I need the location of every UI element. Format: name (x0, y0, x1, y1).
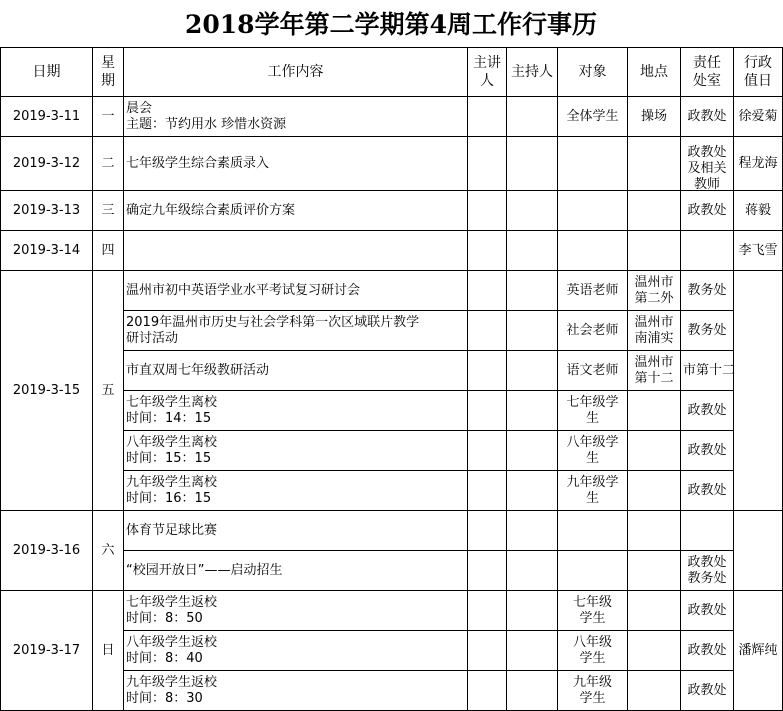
speaker-cell[interactable] (468, 671, 507, 711)
audience-cell[interactable] (558, 431, 628, 471)
content-cell[interactable] (124, 351, 468, 391)
dept-cell[interactable] (681, 431, 734, 471)
dept-cell-text: 市第十二 (683, 362, 736, 378)
duty-cell[interactable] (734, 511, 783, 591)
dept-cell[interactable] (681, 137, 734, 191)
table-row (1, 511, 783, 551)
location-cell-text: 温州市 第十二 (634, 354, 674, 386)
location-cell[interactable] (628, 311, 681, 351)
weekday-cell[interactable] (93, 271, 124, 511)
host-cell[interactable] (507, 97, 558, 137)
weekday-cell[interactable] (93, 191, 124, 231)
audience-cell-text: 七年级 学生 (572, 594, 612, 626)
location-cell[interactable] (628, 631, 681, 671)
speaker-cell[interactable] (468, 431, 507, 471)
speaker-cell[interactable] (468, 231, 507, 271)
duty-cell-text: 蒋毅 (744, 202, 771, 218)
speaker-cell[interactable] (468, 191, 507, 231)
dept-cell-text: 政教处 (687, 482, 727, 498)
host-cell[interactable] (507, 431, 558, 471)
duty-cell[interactable] (734, 191, 783, 231)
speaker-cell[interactable] (468, 631, 507, 671)
dept-cell[interactable] (681, 391, 734, 431)
content-cell-text: 九年级学生返校 时间：8：30 (126, 674, 218, 706)
dept-cell[interactable] (681, 591, 734, 631)
location-cell[interactable] (628, 351, 681, 391)
dept-cell-text: 政教处 (687, 442, 727, 458)
date-cell[interactable] (1, 191, 93, 231)
audience-cell[interactable] (558, 631, 628, 671)
audience-cell[interactable] (558, 271, 628, 311)
date-cell[interactable] (1, 97, 93, 137)
date-cell[interactable] (1, 231, 93, 271)
header-audience: 对象 (558, 48, 628, 97)
dept-cell-text: 政教处 教务处 (687, 554, 727, 586)
audience-cell[interactable] (558, 511, 628, 551)
audience-cell-text: 七年级学 生 (566, 394, 619, 426)
dept-cell[interactable] (681, 97, 734, 137)
content-cell-text: 温州市初中英语学业水平考试复习研讨会 (126, 282, 361, 298)
audience-cell-text: 八年级学 生 (566, 434, 619, 466)
host-cell[interactable] (507, 231, 558, 271)
audience-cell-text: 语文老师 (566, 362, 619, 378)
location-cell[interactable] (628, 591, 681, 631)
speaker-cell[interactable] (468, 511, 507, 551)
audience-cell[interactable] (558, 351, 628, 391)
location-cell[interactable] (628, 551, 681, 591)
schedule-body (1, 97, 783, 711)
host-cell[interactable] (507, 631, 558, 671)
content-cell-text: 九年级学生离校 时间：16：15 (126, 474, 218, 506)
location-cell[interactable] (628, 191, 681, 231)
audience-cell-text: 八年级 学生 (572, 634, 612, 666)
content-cell[interactable] (124, 137, 468, 191)
date-cell-text: 2019-3-15 (12, 382, 81, 398)
weekday-cell[interactable] (93, 511, 124, 591)
content-cell-text: 体育节足球比赛 (126, 522, 218, 538)
host-cell[interactable] (507, 137, 558, 191)
audience-cell[interactable] (558, 671, 628, 711)
table-row (1, 591, 783, 631)
dept-cell[interactable] (681, 631, 734, 671)
speaker-cell[interactable] (468, 271, 507, 311)
dept-cell-text: 政教处 及相关 教师 (687, 144, 727, 192)
header-date: 日期 (1, 48, 93, 97)
speaker-cell[interactable] (468, 97, 507, 137)
content-cell-text: 确定九年级综合素质评价方案 (126, 202, 296, 218)
speaker-cell[interactable] (468, 471, 507, 511)
speaker-cell[interactable] (468, 591, 507, 631)
table-row (1, 191, 783, 231)
sheet-title: 2018学年第二学期第4周工作行事历 (0, 0, 782, 48)
weekday-cell[interactable] (93, 97, 124, 137)
date-cell-text: 2019-3-12 (12, 155, 81, 171)
duty-cell-text: 徐爱菊 (738, 108, 778, 124)
audience-cell-text: 英语老师 (566, 282, 619, 298)
location-cell[interactable] (628, 231, 681, 271)
content-cell[interactable] (124, 591, 468, 631)
weekday-cell-text: 四 (101, 242, 115, 258)
dept-cell[interactable] (681, 191, 734, 231)
content-cell[interactable] (124, 471, 468, 511)
speaker-cell[interactable] (468, 311, 507, 351)
content-cell[interactable] (124, 311, 468, 351)
dept-cell[interactable] (681, 231, 734, 271)
speaker-cell[interactable] (468, 351, 507, 391)
content-cell[interactable] (124, 671, 468, 711)
dept-cell-text: 政教处 (687, 108, 727, 124)
content-cell[interactable] (124, 231, 468, 271)
date-cell-text: 2019-3-16 (12, 542, 81, 558)
table-row (1, 137, 783, 191)
audience-cell[interactable] (558, 391, 628, 431)
weekday-cell-text: 日 (101, 642, 115, 658)
dept-cell-text: 教务处 (687, 322, 727, 338)
audience-cell[interactable] (558, 311, 628, 351)
table-row (1, 271, 783, 311)
weekday-cell[interactable] (93, 137, 124, 191)
host-cell[interactable] (507, 671, 558, 711)
host-cell[interactable] (507, 471, 558, 511)
date-cell[interactable] (1, 511, 93, 591)
header-dept-label: 责任处室 (693, 55, 721, 89)
content-cell[interactable] (124, 551, 468, 591)
audience-cell-text: 九年级学 生 (566, 474, 619, 506)
dept-cell[interactable] (681, 511, 734, 551)
audience-cell-text: 全体学生 (566, 108, 619, 124)
content-cell[interactable] (124, 431, 468, 471)
speaker-cell[interactable] (468, 137, 507, 191)
content-cell[interactable] (124, 511, 468, 551)
content-cell[interactable] (124, 391, 468, 431)
content-cell-text: 八年级学生离校 时间：15：15 (126, 434, 218, 466)
dept-cell-text: 教务处 (687, 282, 727, 298)
location-cell[interactable] (628, 511, 681, 551)
host-cell[interactable] (507, 191, 558, 231)
location-cell[interactable] (628, 97, 681, 137)
dept-cell[interactable] (681, 671, 734, 711)
content-cell-text: 七年级学生返校 时间：8：50 (126, 594, 218, 626)
header-duty (734, 48, 783, 97)
content-cell-text: 七年级学生综合素质录入 (126, 155, 270, 171)
location-cell[interactable] (628, 671, 681, 711)
weekday-cell-text: 五 (101, 382, 115, 398)
content-cell-text: 市直双周七年级教研活动 (126, 362, 270, 378)
host-cell[interactable] (507, 391, 558, 431)
location-cell-text: 操场 (640, 108, 667, 124)
date-cell[interactable] (1, 271, 93, 511)
audience-cell[interactable] (558, 191, 628, 231)
duty-cell[interactable] (734, 97, 783, 137)
location-cell[interactable] (628, 271, 681, 311)
audience-cell[interactable] (558, 471, 628, 511)
header-speaker (468, 48, 507, 97)
duty-cell[interactable] (734, 137, 783, 191)
location-cell[interactable] (628, 391, 681, 431)
audience-cell[interactable] (558, 551, 628, 591)
duty-cell-text: 李飞雪 (738, 242, 778, 258)
content-cell-text: “校园开放日”——启动招生 (126, 562, 283, 578)
table-row (1, 97, 783, 137)
schedule-table (0, 47, 783, 711)
date-cell[interactable] (1, 591, 93, 711)
duty-cell[interactable] (734, 231, 783, 271)
content-cell-text: 晨会 主题：节约用水 珍惜水资源 (126, 100, 287, 132)
dept-cell[interactable] (681, 351, 734, 391)
header-location: 地点 (628, 48, 681, 97)
duty-cell[interactable] (734, 271, 783, 511)
weekday-cell[interactable] (93, 591, 124, 711)
location-cell[interactable] (628, 471, 681, 511)
location-cell-text: 温州市 南浦实 (634, 314, 674, 346)
speaker-cell[interactable] (468, 391, 507, 431)
content-cell[interactable] (124, 631, 468, 671)
content-cell[interactable] (124, 191, 468, 231)
host-cell[interactable] (507, 311, 558, 351)
audience-cell[interactable] (558, 97, 628, 137)
location-cell[interactable] (628, 431, 681, 471)
audience-cell[interactable] (558, 231, 628, 271)
date-cell[interactable] (1, 137, 93, 191)
host-cell[interactable] (507, 271, 558, 311)
dept-cell-text: 政教处 (687, 202, 727, 218)
dept-cell[interactable] (681, 471, 734, 511)
location-cell[interactable] (628, 137, 681, 191)
dept-cell-text: 政教处 (687, 682, 727, 698)
weekday-cell-text: 六 (101, 542, 115, 558)
host-cell[interactable] (507, 351, 558, 391)
dept-cell-text: 政教处 (687, 602, 727, 618)
content-cell[interactable] (124, 97, 468, 137)
dept-cell-text: 政教处 (687, 642, 727, 658)
header-dept (681, 48, 734, 97)
date-cell-text: 2019-3-14 (12, 242, 81, 258)
weekday-cell[interactable] (93, 231, 124, 271)
weekday-cell-text: 三 (101, 202, 115, 218)
dept-cell[interactable] (681, 271, 734, 311)
dept-cell[interactable] (681, 551, 734, 591)
duty-cell-text: 潘辉纯 (738, 642, 778, 658)
dept-cell-text: 政教处 (687, 402, 727, 418)
content-cell-text: 八年级学生返校 时间：8：40 (126, 634, 218, 666)
header-host: 主持人 (507, 48, 558, 97)
dept-cell[interactable] (681, 311, 734, 351)
weekday-cell-text: 二 (101, 155, 115, 171)
header-weekday: 星期 (93, 48, 124, 97)
header-speaker-label: 主讲人 (473, 55, 501, 89)
table-row (1, 231, 783, 271)
content-cell-text: 2019年温州市历史与社会学科第一次区域联片教学 研讨活动 (126, 314, 420, 346)
audience-cell[interactable] (558, 137, 628, 191)
speaker-cell[interactable] (468, 551, 507, 591)
header-content: 工作内容 (124, 48, 468, 97)
audience-cell-text: 社会老师 (566, 322, 619, 338)
weekday-cell-text: 一 (101, 108, 115, 124)
date-cell-text: 2019-3-17 (12, 642, 81, 658)
date-cell-text: 2019-3-11 (12, 108, 81, 124)
host-cell[interactable] (507, 551, 558, 591)
duty-cell[interactable] (734, 591, 783, 711)
date-cell-text: 2019-3-13 (12, 202, 81, 218)
content-cell-text: 七年级学生离校 时间：14：15 (126, 394, 218, 426)
audience-cell-text: 九年级 学生 (572, 674, 612, 706)
header-row (1, 48, 783, 97)
audience-cell[interactable] (558, 591, 628, 631)
content-cell[interactable] (124, 271, 468, 311)
host-cell[interactable] (507, 591, 558, 631)
duty-cell-text: 程龙海 (738, 155, 778, 171)
location-cell-text: 温州市 第二外 (634, 274, 674, 306)
header-duty-label: 行政值日 (744, 55, 772, 89)
host-cell[interactable] (507, 511, 558, 551)
